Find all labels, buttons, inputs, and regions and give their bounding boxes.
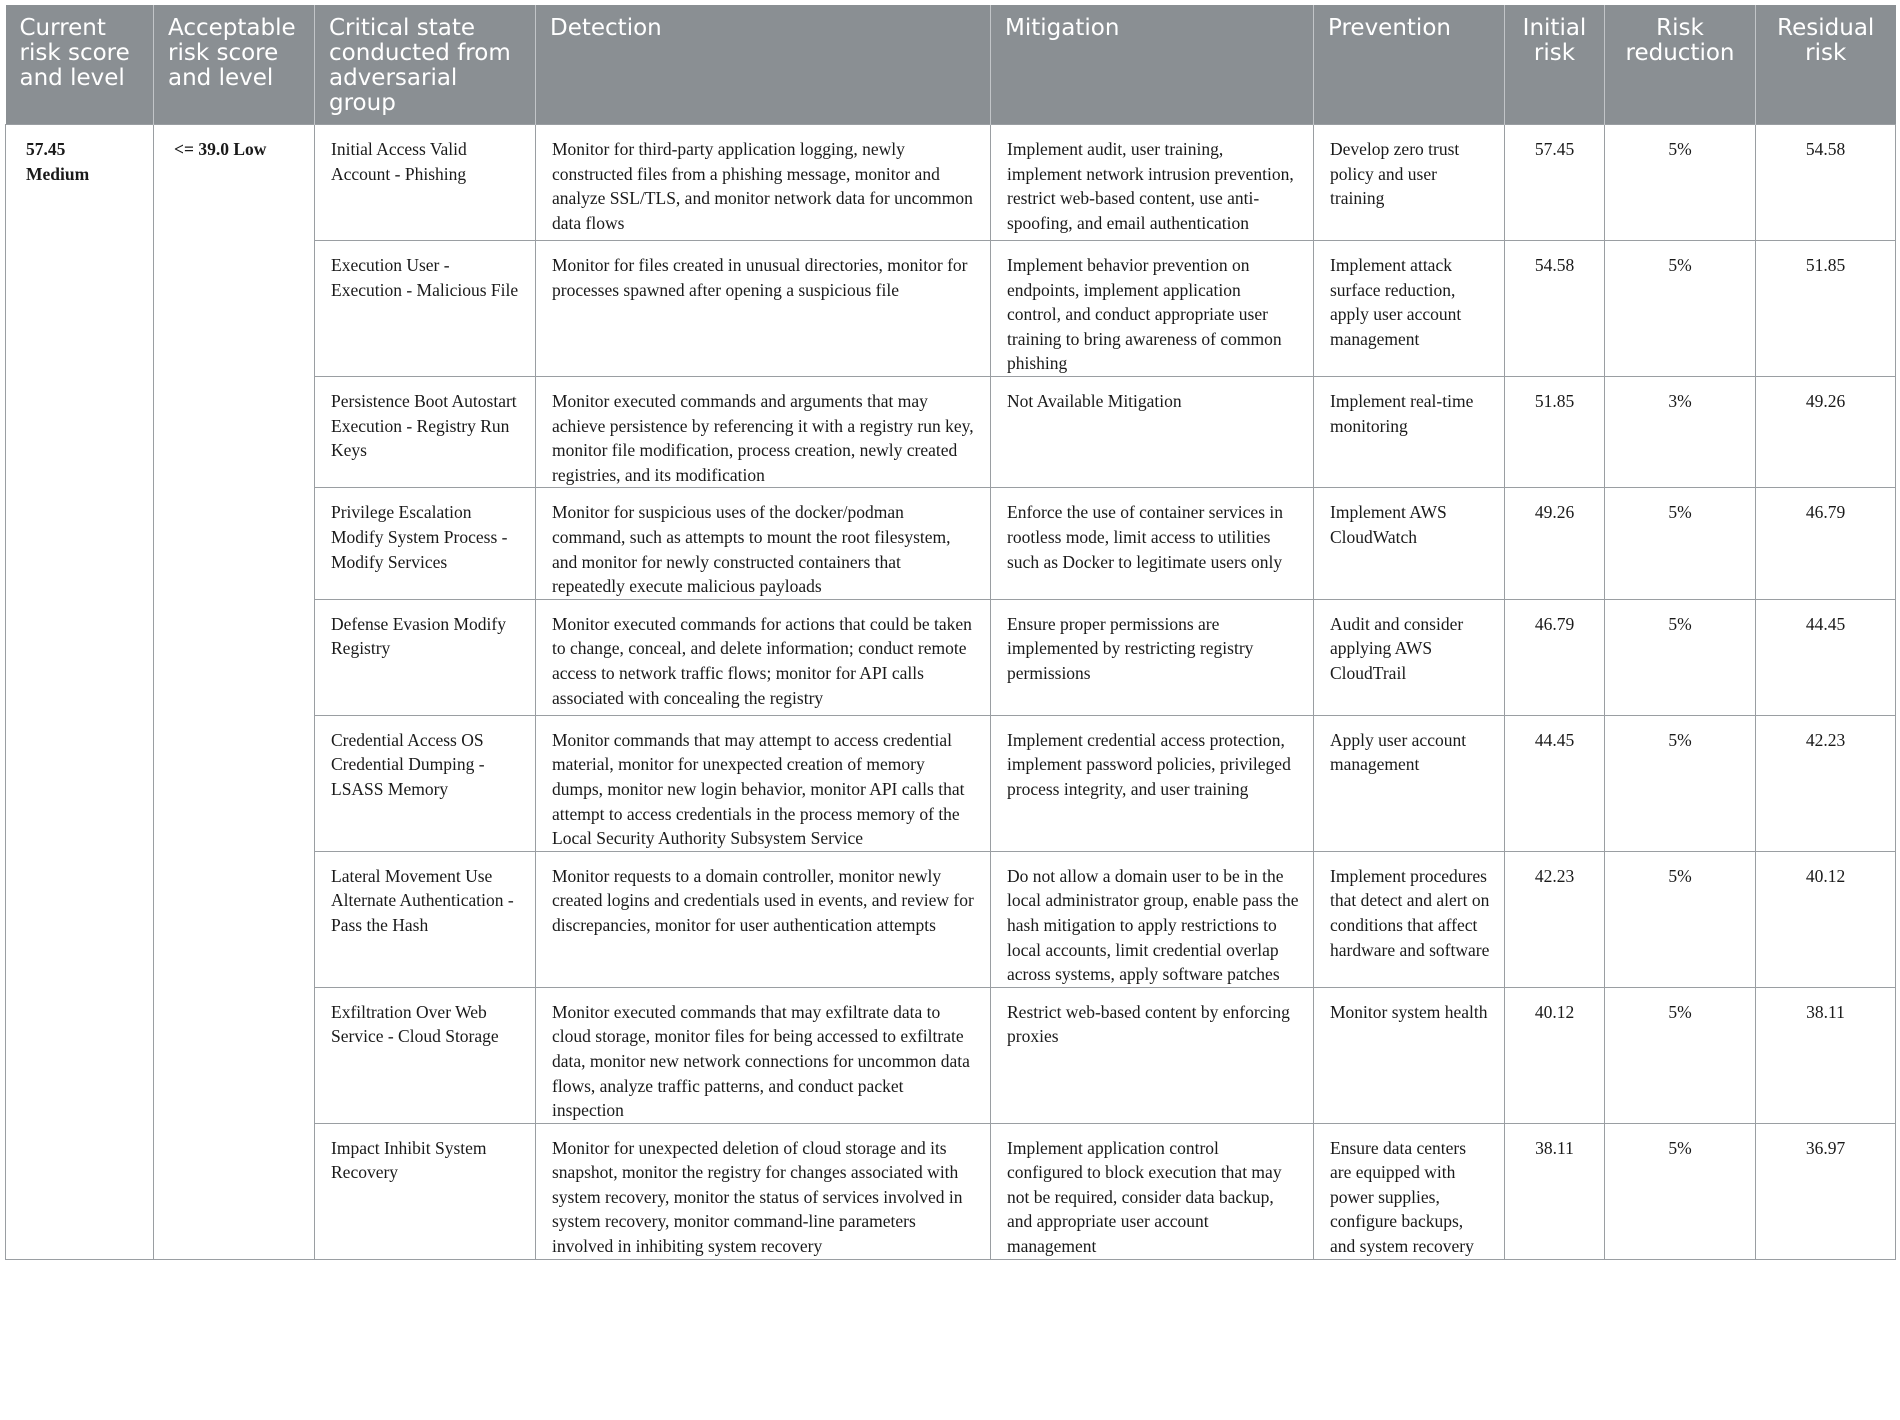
residual-risk-cell: 49.26 xyxy=(1756,376,1896,487)
prevention-cell: Implement real-time monitoring xyxy=(1314,376,1505,487)
residual-risk-cell: 42.23 xyxy=(1756,715,1896,851)
critical-state-cell: Execution User - Execution - Malicious File xyxy=(315,241,536,377)
initial-risk-cell: 44.45 xyxy=(1505,715,1605,851)
header-prevention: Prevention xyxy=(1314,5,1505,125)
mitigation-cell: Implement application control configured to block execution that may not be required, consider data backup, and appropriate user account management xyxy=(991,1123,1314,1259)
risk-reduction-cell: 5% xyxy=(1605,1123,1756,1259)
header-risk-reduction: Risk reduction xyxy=(1605,5,1756,125)
initial-risk-cell: 42.23 xyxy=(1505,851,1605,987)
residual-risk-cell: 40.12 xyxy=(1756,851,1896,987)
mitigation-cell: Implement behavior prevention on endpoints, implement application control, and conduct appropriate user training to bring awareness of common phishing xyxy=(991,241,1314,377)
table-row xyxy=(6,125,1896,241)
critical-state-cell: Initial Access Valid Account - Phishing xyxy=(315,125,536,241)
initial-risk-cell: 40.12 xyxy=(1505,987,1605,1123)
initial-risk-cell: 38.11 xyxy=(1505,1123,1605,1259)
header-initial-risk: Initial risk xyxy=(1505,5,1605,125)
risk-reduction-cell: 5% xyxy=(1605,851,1756,987)
critical-state-cell: Lateral Movement Use Alternate Authentication - Pass the Hash xyxy=(315,851,536,987)
initial-risk-cell: 54.58 xyxy=(1505,241,1605,377)
critical-state-cell: Persistence Boot Autostart Execution - Registry Run Keys xyxy=(315,376,536,487)
current-risk-score: 57.45 xyxy=(26,139,66,159)
detection-cell: Monitor commands that may attempt to access credential material, monitor for unexpected creation of memory dumps, monitor new login behavior, monitor API calls that attempt to access credentials in the process memory of the Local Security Authority Subsystem Service xyxy=(536,715,991,851)
acceptable-risk-cell: <= 39.0 Low xyxy=(154,125,315,1260)
risk-assessment-table xyxy=(5,5,1896,1260)
risk-reduction-cell: 5% xyxy=(1605,125,1756,241)
critical-state-cell: Impact Inhibit System Recovery xyxy=(315,1123,536,1259)
header-acceptable-risk: Acceptable risk score and level xyxy=(154,5,315,125)
prevention-cell: Implement AWS CloudWatch xyxy=(1314,488,1505,599)
mitigation-cell: Enforce the use of container services in rootless mode, limit access to utilities such as Docker to legitimate users only xyxy=(991,488,1314,599)
header-mitigation: Mitigation xyxy=(991,5,1314,125)
detection-cell: Monitor executed commands and arguments that may achieve persistence by referencing it with a registry run key, monitor file modification, process creation, newly created registries, and its modification xyxy=(536,376,991,487)
detection-cell: Monitor executed commands for actions that could be taken to change, conceal, and delete information; conduct remote access to network traffic flows; monitor for API calls associated with concealing the registry xyxy=(536,599,991,715)
critical-state-cell: Defense Evasion Modify Registry xyxy=(315,599,536,715)
risk-reduction-cell: 5% xyxy=(1605,599,1756,715)
detection-cell: Monitor for files created in unusual directories, monitor for processes spawned after opening a suspicious file xyxy=(536,241,991,377)
initial-risk-cell: 57.45 xyxy=(1505,125,1605,241)
header-current-risk: Current risk score and level xyxy=(6,5,154,125)
risk-reduction-cell: 5% xyxy=(1605,715,1756,851)
prevention-cell: Monitor system health xyxy=(1314,987,1505,1123)
detection-cell: Monitor for unexpected deletion of cloud storage and its snapshot, monitor the registry for changes associated with system recovery, monitor the status of services involved in system recovery, monitor command-line parameters involved in inhibiting system recovery xyxy=(536,1123,991,1259)
mitigation-cell: Restrict web-based content by enforcing proxies xyxy=(991,987,1314,1123)
current-risk-cell xyxy=(6,125,154,1260)
risk-reduction-cell: 5% xyxy=(1605,241,1756,377)
risk-reduction-cell: 5% xyxy=(1605,488,1756,599)
header-critical-state: Critical state conducted from adversarial group xyxy=(315,5,536,125)
prevention-cell: Implement procedures that detect and alert on conditions that affect hardware and software xyxy=(1314,851,1505,987)
mitigation-cell: Implement credential access protection, implement password policies, privileged process integrity, and user training xyxy=(991,715,1314,851)
mitigation-cell: Not Available Mitigation xyxy=(991,376,1314,487)
critical-state-cell: Credential Access OS Credential Dumping - LSASS Memory xyxy=(315,715,536,851)
prevention-cell: Audit and consider applying AWS CloudTrail xyxy=(1314,599,1505,715)
risk-reduction-cell: 3% xyxy=(1605,376,1756,487)
risk-reduction-cell: 5% xyxy=(1605,987,1756,1123)
residual-risk-cell: 54.58 xyxy=(1756,125,1896,241)
prevention-cell: Implement attack surface reduction, apply user account management xyxy=(1314,241,1505,377)
detection-cell: Monitor requests to a domain controller, monitor newly created logins and credentials used in events, and review for discrepancies, monitor for user authentication attempts xyxy=(536,851,991,987)
current-risk-level: Medium xyxy=(26,163,90,184)
residual-risk-cell: 46.79 xyxy=(1756,488,1896,599)
initial-risk-cell: 49.26 xyxy=(1505,488,1605,599)
header-row xyxy=(6,5,1896,125)
residual-risk-cell: 36.97 xyxy=(1756,1123,1896,1259)
detection-cell: Monitor for suspicious uses of the docker/podman command, such as attempts to mount the root filesystem, and monitor for newly constructed containers that repeatedly execute malicious payloads xyxy=(536,488,991,599)
prevention-cell: Develop zero trust policy and user training xyxy=(1314,125,1505,241)
detection-cell: Monitor for third-party application logging, newly constructed files from a phishing message, monitor and analyze SSL/TLS, and monitor network data for uncommon data flows xyxy=(536,125,991,241)
mitigation-cell: Do not allow a domain user to be in the local administrator group, enable pass the hash mitigation to apply restrictions to local accounts, limit credential overlap across systems, apply software patches xyxy=(991,851,1314,987)
initial-risk-cell: 51.85 xyxy=(1505,376,1605,487)
residual-risk-cell: 44.45 xyxy=(1756,599,1896,715)
detection-cell: Monitor executed commands that may exfiltrate data to cloud storage, monitor files for being accessed to exfiltrate data, monitor new network connections for uncommon data flows, analyze traffic patterns, and conduct packet inspection xyxy=(536,987,991,1123)
mitigation-cell: Implement audit, user training, implement network intrusion prevention, restrict web-based content, use anti-spoofing, and email authentication xyxy=(991,125,1314,241)
residual-risk-cell: 51.85 xyxy=(1756,241,1896,377)
critical-state-cell: Privilege Escalation Modify System Process - Modify Services xyxy=(315,488,536,599)
header-residual-risk: Residual risk xyxy=(1756,5,1896,125)
initial-risk-cell: 46.79 xyxy=(1505,599,1605,715)
prevention-cell: Apply user account management xyxy=(1314,715,1505,851)
mitigation-cell: Ensure proper permissions are implemented by restricting registry permissions xyxy=(991,599,1314,715)
prevention-cell: Ensure data centers are equipped with power supplies, configure backups, and system recovery xyxy=(1314,1123,1505,1259)
header-detection: Detection xyxy=(536,5,991,125)
table-body xyxy=(6,125,1896,1260)
residual-risk-cell: 38.11 xyxy=(1756,987,1896,1123)
critical-state-cell: Exfiltration Over Web Service - Cloud Storage xyxy=(315,987,536,1123)
